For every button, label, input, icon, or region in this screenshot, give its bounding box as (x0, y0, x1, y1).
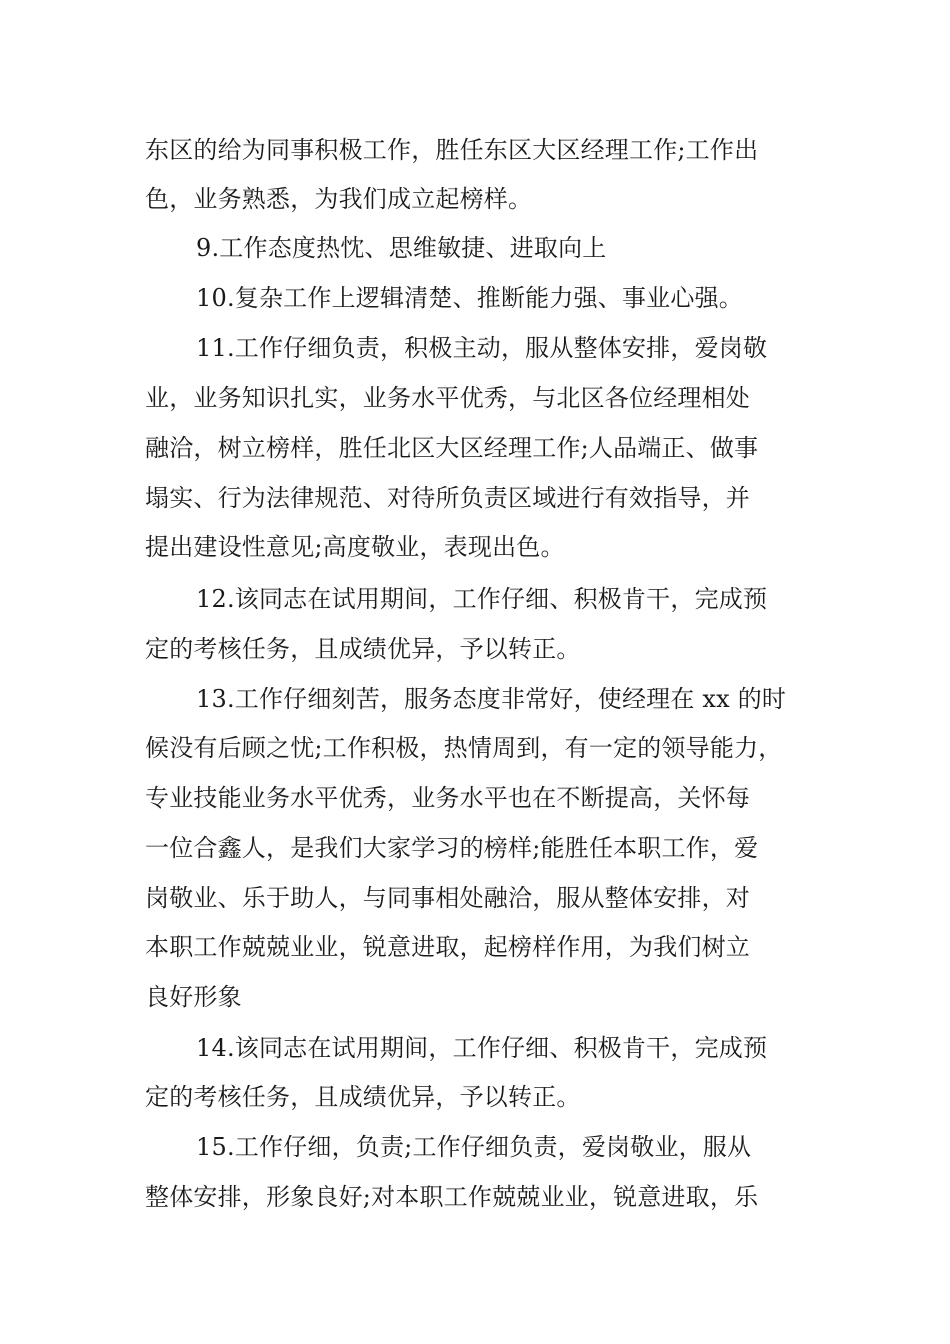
text-line: 色，业务熟悉，为我们成立起榜样。 (145, 185, 533, 213)
text-line: 塌实、行为法律规范、对待所负责区域进行有效指导，并 (145, 484, 750, 512)
text-line: 13.工作仔细刻苦，服务态度非常好，使经理在 xx 的时 (196, 685, 787, 713)
text-line: 整体安排，形象良好;对本职工作兢兢业业，锐意进取，乐 (145, 1183, 759, 1211)
text-line: 一位合鑫人，是我们大家学习的榜样;能胜任本职工作，爱 (145, 834, 759, 862)
text-line: 岗敬业、乐于助人，与同事相处融洽，服从整体安排，对 (145, 884, 750, 912)
text-line: 14.该同志在试用期间，工作仔细、积极肯干，完成预 (196, 1034, 768, 1062)
text-line: 11.工作仔细负责，积极主动，服从整体安排，爱岗敬 (196, 334, 768, 362)
text-line: 12.该同志在试用期间，工作仔细、积极肯干，完成预 (196, 585, 768, 613)
text-line: 专业技能业务水平优秀，业务水平也在不断提高，关怀每 (145, 784, 750, 812)
text-line: 良好形象 (145, 983, 242, 1011)
text-line: 定的考核任务，且成绩优异，予以转正。 (145, 635, 581, 663)
text-line: 定的考核任务，且成绩优异，予以转正。 (145, 1083, 581, 1111)
text-line: 10.复杂工作上逻辑清楚、推断能力强、事业心强。 (196, 284, 743, 312)
text-line: 9.工作态度热忱、思维敏捷、进取向上 (196, 234, 607, 262)
text-line: 候没有后顾之忧;工作积极，热情周到，有一定的领导能力， (145, 734, 783, 762)
text-line: 提出建设性意见;高度敬业，表现出色。 (145, 533, 565, 561)
text-line: 融洽，树立榜样，胜任北区大区经理工作;人品端正、做事 (145, 434, 759, 462)
text-line: 15.工作仔细，负责;工作仔细负责，爱岗敬业，服从 (196, 1133, 752, 1161)
text-line: 业，业务知识扎实，业务水平优秀，与北区各位经理相处 (145, 384, 750, 412)
text-line: 东区的给为同事积极工作，胜任东区大区经理工作;工作出 (145, 136, 759, 164)
text-line: 本职工作兢兢业业，锐意进取，起榜样作用，为我们树立 (145, 933, 750, 961)
